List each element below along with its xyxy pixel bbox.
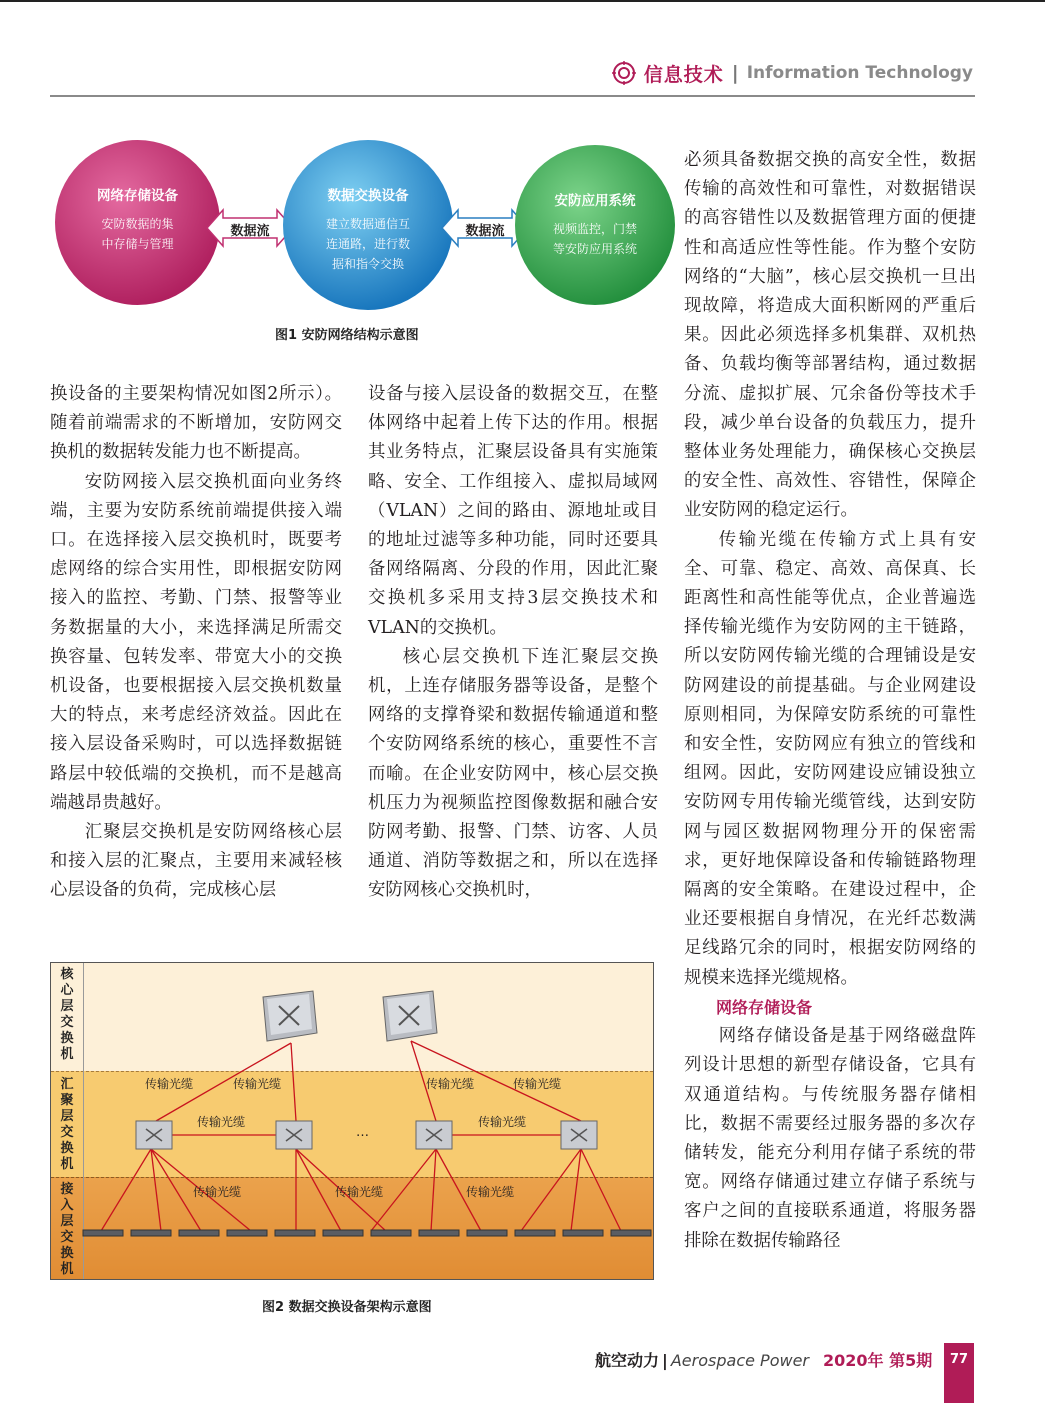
access-switches (83, 1230, 651, 1236)
ellipsis: … (356, 1125, 369, 1140)
cable-label: 传输光缆 (478, 1115, 527, 1129)
figure-1-caption: 图1 安防网络结构示意图 (275, 328, 419, 343)
column-1 (50, 380, 342, 906)
top-border (0, 0, 1045, 2)
cable-label: 传输光缆 (335, 1185, 384, 1199)
journal-title-cn: 航空动力 (595, 1351, 660, 1370)
figure-1 (55, 140, 675, 320)
section-heading: 网络存储设备 (716, 997, 813, 1017)
cable-label: 传输光缆 (145, 1077, 194, 1091)
core-switch-1-icon (263, 991, 317, 1041)
cable-label: 传输光缆 (197, 1115, 246, 1129)
node-application-body-1: 视频监控，门禁 (552, 222, 637, 236)
cable-label: 传输光缆 (233, 1077, 282, 1091)
col3-paragraph-1: 必须具备数据交换的高安全性，数据传输的高效性和可靠性，对数据错误的高容错性以及数据管理方面的便捷性和高适应性等性能。作为整个安防网络的“大脑”，核心层交换机一旦出现故障，将造成大面积断网的严重后果。因此必须选择多机集群、双机热备、负载均衡等部署结构，通过数据分流、虚拟扩展、冗余备份等技术手段，减少单台设备的负载压力，提升整体业务处理能力，确保核心交换层的安全性、高效性、容错性，保障企业安防网的稳定运行。 (684, 150, 976, 521)
cable-label: 传输光缆 (426, 1077, 475, 1091)
footer-separator: | (662, 1351, 668, 1370)
running-header (612, 58, 973, 88)
node-switching-body-1: 建立数据通信互 (325, 217, 410, 231)
dataflow-label-2: 数据流 (465, 224, 505, 239)
node-switching-body-2: 连通路，进行数 (325, 237, 410, 251)
col1-paragraph-1: 换设备的主要架构情况如图2所示）。随着前端需求的不断增加，安防网交换机的数据转发能力也不断提高。 (50, 384, 342, 463)
journal-title-en: Aerospace Power (670, 1351, 809, 1370)
node-storage-body-2: 中存储与管理 (101, 237, 174, 251)
cable-label: 传输光缆 (466, 1185, 515, 1199)
core-switch-2-icon (383, 991, 437, 1041)
node-storage (55, 140, 220, 305)
core-layer-label: 核心层交换机 (60, 967, 74, 1062)
col3-paragraph-3: 网络存储设备是基于网络磁盘阵列设计思想的新型存储设备，它具有双通道结构。与传统服务器存储相比，数据不需要经过服务器的多次存储转发，能充分利用存储子系统的带宽。网络存储通过建立存储子系统与客户之间的直接联系通道，将服务器排除在数据传输路径 (684, 1026, 976, 1251)
page-number-tab (944, 1343, 974, 1403)
column-2 (368, 380, 658, 906)
aggregation-layer-label: 汇聚层交换机 (60, 1077, 74, 1172)
header-separator: | (731, 62, 739, 84)
section-title-en: Information Technology (746, 63, 973, 83)
node-application-body-2: 等安防应用系统 (552, 242, 637, 256)
running-footer (595, 1348, 932, 1371)
figure-2-caption: 图2 数据交换设备架构示意图 (262, 1300, 432, 1315)
column-3 (684, 146, 976, 1256)
figure-2 (50, 962, 654, 1280)
col1-paragraph-3: 汇聚层交换机是安防网络核心层和接入层的汇聚点，主要用来减轻核心层设备的负荷，完成核心层 (50, 822, 342, 901)
node-application-title: 安防应用系统 (554, 193, 636, 209)
node-switching (283, 140, 453, 310)
col1-paragraph-2: 安防网接入层交换机面向业务终端，主要为安防系统前端提供接入端口。在选择接入层交换机时，既要考虑网络的综合实用性，即根据安防网接入的监控、考勤、门禁、报警等业务数据量的大小，来选择满足所需交换容量、包转发率、带宽大小的交换机设备，也要根据接入层交换机数量大的特点，来考虑经济效益。因此在接入层设备采购时，可以选择数据链路层中较低端的交换机，而不是越高端越昂贵越好。 (50, 471, 342, 813)
issue-label: 2020年 第5期 (822, 1351, 933, 1370)
col2-paragraph-2: 核心层交换机下连汇聚层交换机，上连存储服务器等设备，是整个网络的支撑脊梁和数据传输通道和整个安防网络系统的核心，重要性不言而喻。在企业安防网中，核心层交换机压力为视频监控图像数据和融合安防网考勤、报警、门禁、访客、人员通道、消防等数据之和，所以在选择安防网核心交换机时， (368, 646, 658, 901)
node-switching-body-3: 据和指令交换 (331, 257, 404, 271)
node-storage-title: 网络存储设备 (97, 188, 178, 204)
page-number: 77 (949, 1352, 969, 1367)
network-diagram (51, 963, 654, 1280)
node-switching-title: 数据交换设备 (327, 188, 409, 204)
section-logo-icon (612, 61, 636, 85)
col2-paragraph-1: 设备与接入层设备的数据交互，在整体网络中起着上传下达的作用。根据其业务特点，汇聚层设备具有实施策略、安全、工作组接入、虚拟局域网（VLAN）之间的路由、源地址或目的地址过滤等多种功能，同时还要具备网络隔离、分段的作用，因此汇聚交换机多采用支持3层交换技术和VLAN的交换机。 (368, 384, 658, 638)
section-title-cn: 信息技术 (643, 63, 724, 86)
dataflow-label-1: 数据流 (230, 224, 270, 239)
access-layer-label: 接入层交换机 (60, 1182, 74, 1277)
node-storage-body-1: 安防数据的集 (101, 217, 174, 231)
col3-paragraph-2: 传输光缆在传输方式上具有安全、可靠、稳定、高效、高保真、长距离性和高性能等优点，企业普遍选择传输光缆作为安防网的主干链路，所以安防网传输光缆的合理铺设是安防网建设的前提基础。与企业网建设原则相同，为保障安防系统的可靠性和安全性，安防网应有独立的管线和组网。因此，安防网建设应铺设独立安防网专用传输光缆管线，达到安防网与园区数据网物理分开的保密需求，更好地保障设备和传输链路物理隔离的安全策略。在建设过程中，企业还要根据自身情况，在光纤芯数满足线路冗余的同时，根据安防网络的规模来选择光缆规格。 (684, 529, 976, 988)
node-application (515, 145, 675, 305)
header-rule (50, 95, 975, 97)
cable-label: 传输光缆 (193, 1185, 242, 1199)
cable-label: 传输光缆 (513, 1077, 562, 1091)
